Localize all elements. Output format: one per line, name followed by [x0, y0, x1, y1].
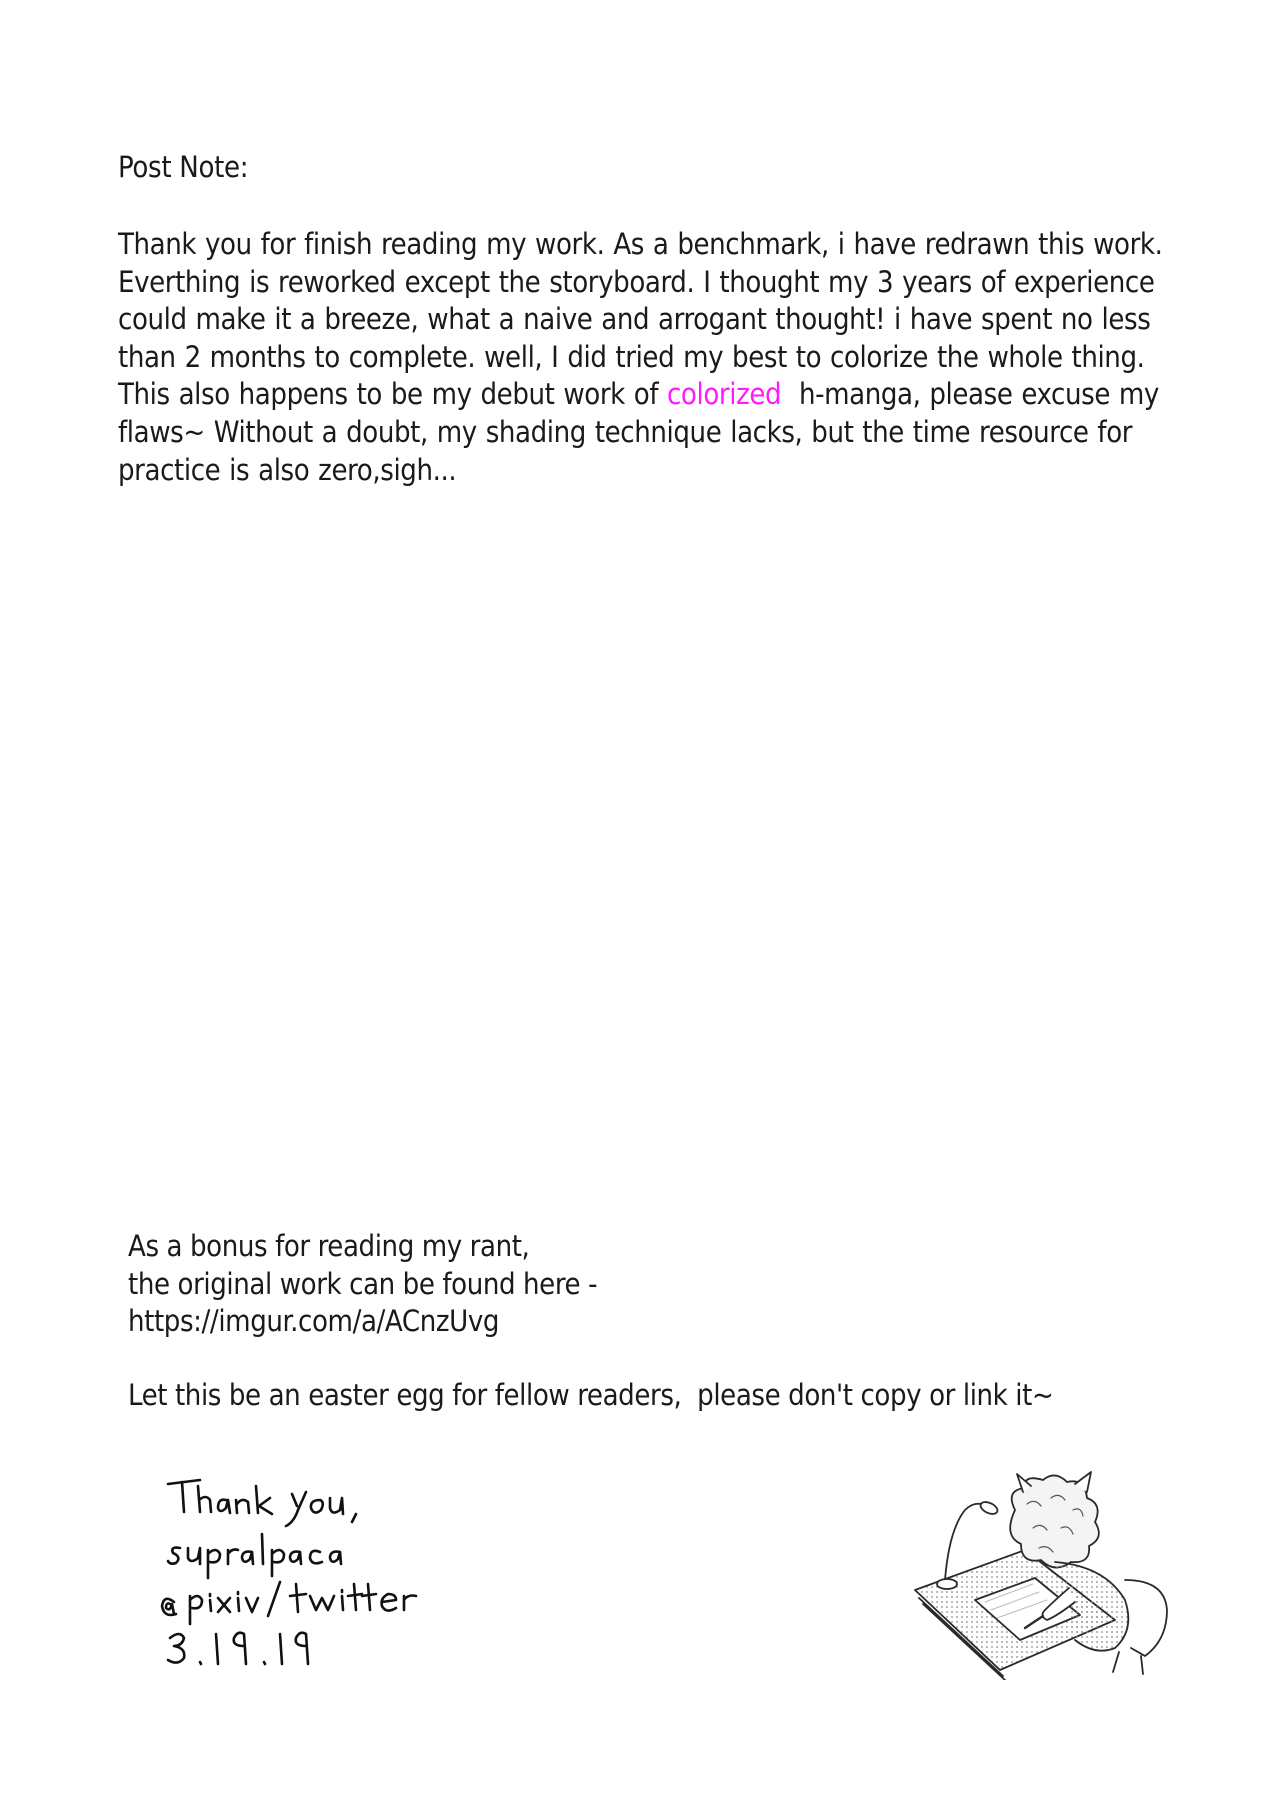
body-line-1: Thank you for finish reading my work. As a benchmark, i have redrawn this work. [118, 227, 1163, 261]
original-work-link[interactable]: https://imgur.com/a/ACnzUvg [128, 1304, 500, 1339]
body-line-6: flaws~ Without a doubt, my shading technique lacks, but the time resource for [118, 414, 1133, 449]
bonus-note [128, 1228, 597, 1341]
body-line-3: could make it a breeze, what a naive and arrogant thought! i have spent no less [118, 302, 1151, 337]
signature-name [168, 1534, 341, 1578]
post-note-body [118, 226, 1218, 489]
lamp-head [979, 1500, 1000, 1517]
bonus-line-1: As a bonus for reading my rant, [128, 1229, 530, 1263]
colorized-highlight: colorized [666, 377, 782, 412]
chair [1125, 1580, 1167, 1656]
signature-thank-you [168, 1480, 356, 1526]
signature-social [162, 1582, 416, 1624]
post-note-heading: Post Note: [118, 150, 249, 184]
bonus-line-2: the original work can be found here - [128, 1266, 598, 1301]
body-line-2: Everthing is reworked except the storyboard. I thought my 3 years of experience [118, 264, 1155, 299]
lamp-base [937, 1579, 957, 1589]
body-line-7: practice is also zero,sigh... [118, 452, 457, 487]
signature-date [168, 1633, 308, 1664]
body-line-5-start: This also happens to be my debut work of [118, 377, 667, 412]
easter-egg-note: Let this be an easter egg for fellow readers, please don't copy or link it~ [128, 1378, 1054, 1412]
body-line-5 [118, 376, 1218, 414]
body-line-5-end: h-manga, please excuse my [781, 377, 1159, 412]
body-line-4: than 2 months to complete. well, I did tried my best to colorize the whole thing. [118, 339, 1145, 374]
handwritten-signature [160, 1470, 460, 1670]
artist-at-desk-illustration [905, 1470, 1175, 1680]
